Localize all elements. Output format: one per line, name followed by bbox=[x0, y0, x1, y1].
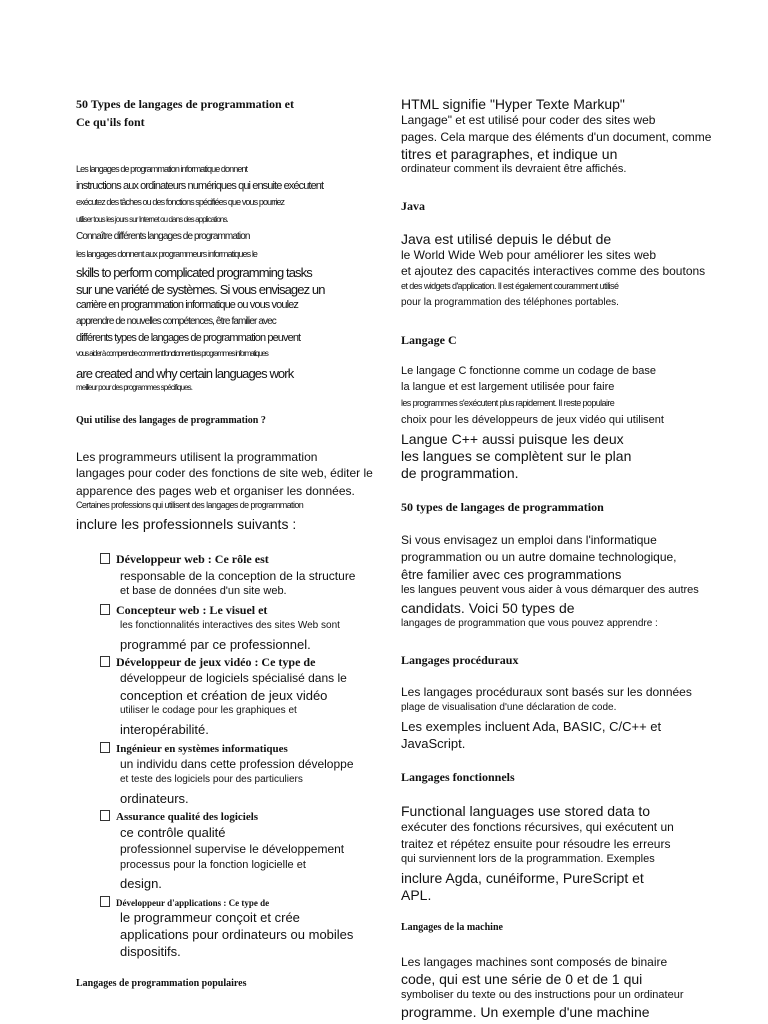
role-item bbox=[100, 604, 267, 616]
section-heading-who: Qui utilise des langages de programmation ? bbox=[76, 415, 266, 426]
role-line: et base de données d'un site web. bbox=[120, 585, 287, 597]
role-line: utiliser le codage pour les graphiques et bbox=[120, 705, 297, 716]
who-text-line: Certaines professions qui utilisent des langages de programmation bbox=[76, 500, 304, 510]
role-line: professionnel supervise le développement bbox=[120, 842, 345, 856]
machine-text-line: symboliser du texte ou des instructions pour un ordinateur bbox=[401, 989, 684, 1001]
role-title: Développeur web : Ce rôle est bbox=[116, 552, 269, 566]
intro-line: instructions aux ordinateurs numériques qui ensuite exécutent bbox=[76, 180, 324, 192]
section-heading-java: Java bbox=[401, 199, 425, 213]
c-text-line: Le langage C fonctionne comme un codage de base bbox=[401, 365, 657, 377]
intro-line: exécutez des tâches ou des fonctions spécifiées que vous pourriez bbox=[76, 197, 285, 207]
role-title: Développeur d'applications : Ce type de bbox=[116, 898, 270, 908]
section-heading-functional: Langages fonctionnels bbox=[401, 770, 515, 784]
intro-line: carrière en programmation informatique ou vous voulez bbox=[76, 299, 298, 311]
who-text-line: Les programmeurs utilisent la programmation bbox=[76, 450, 318, 464]
role-title: Développeur de jeux vidéo : Ce type de bbox=[116, 655, 316, 669]
checkbox-glyph-icon bbox=[100, 896, 110, 907]
article-title-line-2: Ce qu'ils font bbox=[76, 115, 145, 129]
role-item bbox=[100, 656, 315, 668]
java-text-line: Java est utilisé depuis le début de bbox=[401, 231, 612, 247]
machine-text-line: Les langages machines sont composés de binaire bbox=[401, 955, 668, 969]
who-text-line: apparence des pages web et organiser les données. bbox=[76, 484, 355, 498]
section-heading-machine: Langages de la machine bbox=[401, 922, 503, 933]
types-text-line: être familier avec ces programmations bbox=[401, 567, 622, 582]
role-line: conception et création de jeux vidéo bbox=[120, 688, 328, 703]
c-text-line: Langue C++ aussi puisque les deux bbox=[401, 431, 624, 447]
intro-line: différents types de langages de programmation peuvent bbox=[76, 332, 301, 344]
c-text-line: les programmes s'exécutent plus rapidement. Il reste populaire bbox=[401, 398, 615, 408]
func-text-line: traitez et répétez ensuite pour résoudre les erreurs bbox=[401, 837, 671, 851]
c-text-line: de programmation. bbox=[401, 465, 519, 481]
machine-text-line: code, qui est une série de 0 et de 1 qui bbox=[401, 971, 643, 987]
java-text-line: le World Wide Web pour améliorer les sites web bbox=[401, 248, 656, 262]
func-text-line: inclure Agda, cunéiforme, PureScript et bbox=[401, 870, 644, 886]
intro-line: Les langages de programmation informatique donnent bbox=[76, 164, 248, 174]
c-text-line: la langue et est largement utilisée pour faire bbox=[401, 381, 615, 393]
section-heading-popular: Langages de programmation populaires bbox=[76, 978, 247, 989]
role-line: responsable de la conception de la structure bbox=[120, 569, 356, 583]
types-text-line: candidats. Voici 50 types de bbox=[401, 600, 575, 616]
role-line: un individu dans cette profession développe bbox=[120, 757, 354, 771]
role-line: design. bbox=[120, 876, 162, 891]
html-text-line: HTML signifie "Hyper Texte Markup" bbox=[401, 96, 625, 112]
html-text-line: ordinateur comment ils devraient être affichés. bbox=[401, 163, 627, 175]
role-line: ordinateurs. bbox=[120, 791, 189, 806]
who-text-line: inclure les professionnels suivants : bbox=[76, 516, 297, 532]
role-line: applications pour ordinateurs ou mobiles bbox=[120, 927, 354, 942]
checkbox-glyph-icon bbox=[100, 553, 110, 564]
intro-line: sur une variété de systèmes. Si vous envisagez un bbox=[76, 282, 325, 297]
role-title: Concepteur web : Le visuel et bbox=[116, 603, 268, 617]
section-heading-types: 50 types de langages de programmation bbox=[401, 500, 604, 514]
c-text-line: choix pour les développeurs de jeux vidéo qui utilisent bbox=[401, 414, 664, 426]
intro-line: utiliser tous les jours sur Internet ou dans des applications. bbox=[76, 215, 228, 224]
intro-line: apprendre de nouvelles compétences, être familier avec bbox=[76, 316, 276, 327]
role-line: interopérabilité. bbox=[120, 722, 209, 737]
machine-text-line: programme. Un exemple d'une machine bbox=[401, 1004, 650, 1020]
role-line: le programmeur conçoit et crée bbox=[120, 910, 300, 925]
func-text-line: APL. bbox=[401, 887, 432, 903]
types-text-line: programmation ou un autre domaine technologique, bbox=[401, 550, 677, 564]
checkbox-glyph-icon bbox=[100, 742, 110, 753]
c-text-line: les langues se complètent sur le plan bbox=[401, 448, 632, 464]
role-item bbox=[100, 810, 258, 823]
role-line: dispositifs. bbox=[120, 944, 181, 959]
proc-text-line: plage de visualisation d'une déclaration de code. bbox=[401, 702, 617, 713]
article-title-line-1: 50 Types de langages de programmation et bbox=[76, 97, 294, 111]
role-line: les fonctionnalités interactives des sites Web sont bbox=[120, 620, 340, 631]
func-text-line: qui surviennent lors de la programmation. Exemples bbox=[401, 853, 655, 865]
func-text-line: Functional languages use stored data to bbox=[401, 803, 651, 819]
role-item bbox=[100, 553, 269, 565]
intro-line: meilleur pour des programmes spécifiques. bbox=[76, 383, 193, 392]
func-text-line: exécuter des fonctions récursives, qui exécutent un bbox=[401, 820, 674, 834]
role-line: et teste des logiciels pour des particuliers bbox=[120, 774, 303, 785]
html-text-line: pages. Cela marque des éléments d'un document, comme bbox=[401, 130, 712, 144]
proc-text-line: Les exemples incluent Ada, BASIC, C/C++ et bbox=[401, 719, 662, 734]
section-heading-c: Langage C bbox=[401, 333, 457, 347]
intro-line: les langages donnent aux programmeurs informatiques le bbox=[76, 249, 258, 259]
section-heading-procedural: Langages procéduraux bbox=[401, 653, 519, 667]
checkbox-glyph-icon bbox=[100, 604, 110, 615]
role-title: Ingénieur en systèmes informatiques bbox=[116, 743, 288, 755]
proc-text-line: JavaScript. bbox=[401, 736, 466, 751]
role-line: ce contrôle qualité bbox=[120, 825, 226, 840]
checkbox-glyph-icon bbox=[100, 810, 110, 821]
who-text-line: langages pour coder des fonctions de site web, éditer le bbox=[76, 466, 373, 480]
role-item bbox=[100, 896, 269, 908]
html-text-line: titres et paragraphes, et indique un bbox=[401, 146, 618, 162]
role-line: développeur de logiciels spécialisé dans le bbox=[120, 671, 347, 685]
types-text-line: les langues peuvent vous aider à vous démarquer des autres bbox=[401, 584, 699, 596]
proc-text-line: Les langages procéduraux sont basés sur les données bbox=[401, 685, 692, 699]
html-text-line: Langage" et est utilisé pour coder des sites web bbox=[401, 113, 656, 127]
intro-line: vous aider à comprendre comment fonctionnent les programmes informatiques bbox=[76, 349, 268, 358]
java-text-line: et des widgets d'application. Il est également couramment utilisé bbox=[401, 281, 619, 291]
types-text-line: langages de programmation que vous pouvez apprendre : bbox=[401, 618, 658, 629]
checkbox-glyph-icon bbox=[100, 656, 110, 667]
role-line: programmé par ce professionnel. bbox=[120, 637, 311, 652]
intro-line: are created and why certain languages work bbox=[76, 366, 294, 381]
role-title: Assurance qualité des logiciels bbox=[116, 811, 259, 823]
role-line: processus pour la fonction logicielle et bbox=[120, 859, 306, 871]
types-text-line: Si vous envisagez un emploi dans l'informatique bbox=[401, 533, 657, 547]
role-item bbox=[100, 742, 288, 755]
java-text-line: pour la programmation des téléphones portables. bbox=[401, 297, 619, 308]
java-text-line: et ajoutez des capacités interactives comme des boutons bbox=[401, 264, 706, 278]
intro-line: skills to perform complicated programming tasks bbox=[76, 265, 312, 280]
intro-line: Connaître différents langages de programmation bbox=[76, 231, 250, 242]
